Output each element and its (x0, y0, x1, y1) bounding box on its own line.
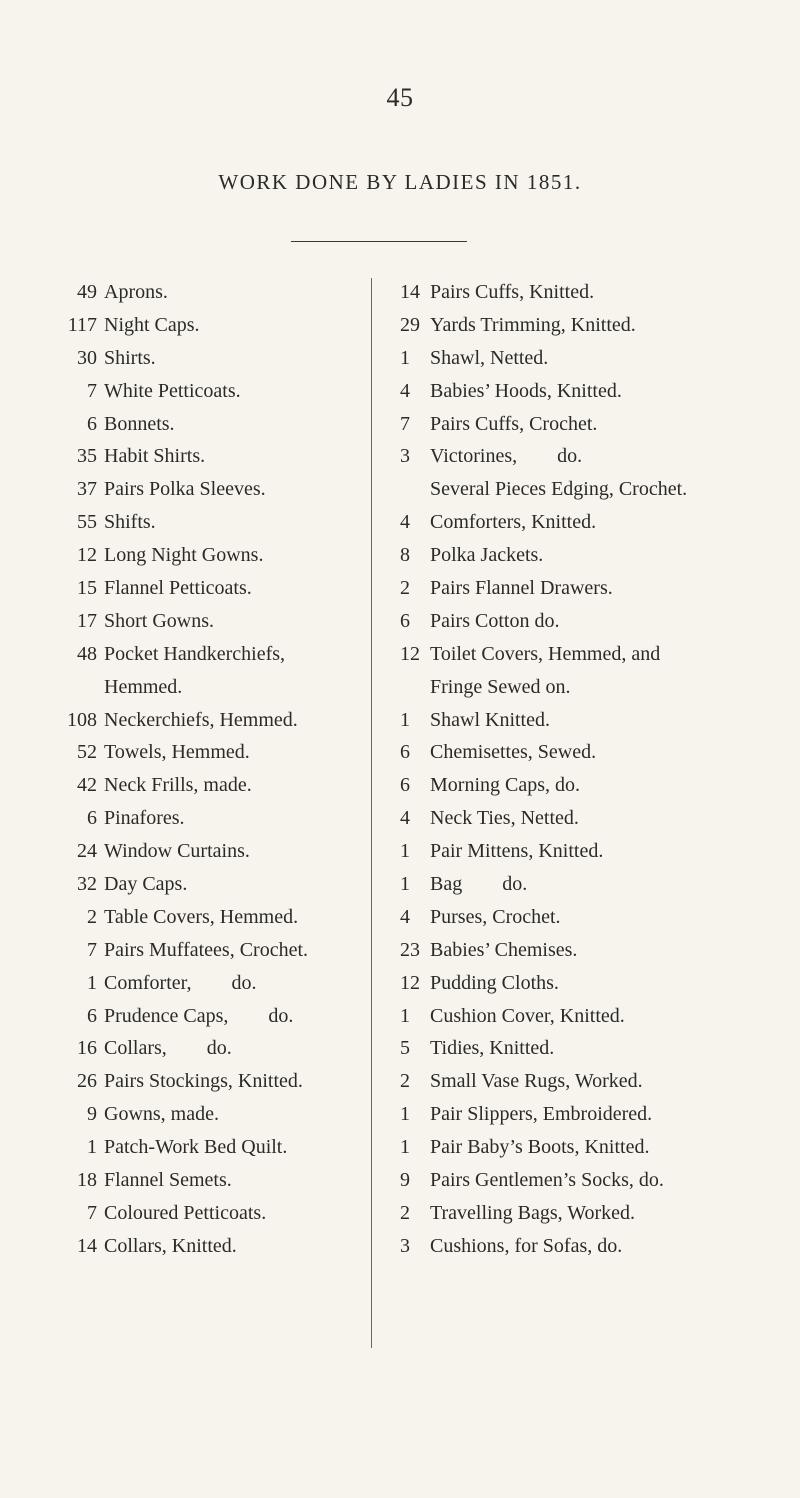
item-description: Pairs Gentlemen’s Socks, do. (430, 1169, 664, 1192)
item-description: Pinafores. (104, 807, 185, 830)
item-description: Purses, Crochet. (430, 905, 561, 928)
item-quantity: 23 (400, 938, 420, 961)
left-column-list (60, 276, 365, 1263)
item-description: Long Night Gowns. (104, 544, 264, 567)
ditto-mark: do. (231, 971, 257, 994)
item-quantity: 1 (400, 1004, 410, 1027)
left-column-item (60, 1164, 365, 1197)
item-description: Flannel Petticoats. (104, 577, 252, 600)
right-column-item (400, 967, 798, 1000)
item-description: Habit Shirts. (104, 445, 206, 468)
item-quantity: 6 (400, 774, 410, 797)
item-quantity: 8 (400, 544, 410, 567)
right-column-item (400, 1131, 798, 1164)
item-description: Morning Caps, do. (430, 774, 580, 797)
item-description: Small Vase Rugs, Worked. (430, 1070, 643, 1093)
left-column-item (60, 375, 365, 408)
right-column-item (400, 539, 798, 572)
item-description: Pairs Polka Sleeves. (104, 478, 266, 501)
item-description: Patch-Work Bed Quilt. (104, 1136, 288, 1159)
item-quantity: 32 (77, 873, 97, 896)
item-description: Babies’ Chemises. (430, 938, 578, 961)
item-quantity: 9 (400, 1169, 410, 1192)
page-title: WORK DONE BY LADIES IN 1851. (218, 170, 582, 195)
right-column-item (400, 769, 798, 802)
right-column-item (400, 506, 798, 539)
item-description: Shawl, Netted. (430, 346, 549, 369)
left-column-item (60, 802, 365, 835)
right-column-item (400, 408, 798, 441)
item-description: Pairs Muffatees, Crochet. (104, 938, 309, 961)
item-quantity: 15 (77, 577, 97, 600)
item-quantity: 2 (400, 1070, 410, 1093)
left-column-item (60, 539, 365, 572)
item-quantity: 3 (400, 1234, 410, 1257)
left-column-item (60, 967, 365, 1000)
left-column-item (60, 440, 365, 473)
left-column-item (60, 309, 365, 342)
right-column-item (400, 572, 798, 605)
right-column-item (400, 375, 798, 408)
item-description: Window Curtains. (104, 840, 250, 863)
right-column-item (400, 1032, 798, 1065)
item-description: Prudence Caps, (104, 1004, 229, 1027)
right-column-item (400, 835, 798, 868)
left-column-item (60, 342, 365, 375)
item-description: Victorines, (430, 445, 518, 468)
item-description: Polka Jackets. (430, 544, 544, 567)
left-column-item (60, 1131, 365, 1164)
item-description: Toilet Covers, Hemmed, and (430, 642, 661, 665)
item-quantity: 42 (77, 774, 97, 797)
left-column-item (60, 1065, 365, 1098)
item-quantity: 5 (400, 1037, 410, 1060)
item-description: Neck Frills, made. (104, 774, 252, 797)
item-description: Travelling Bags, Worked. (430, 1201, 636, 1224)
item-description: Several Pieces Edging, Crochet. (430, 478, 688, 501)
item-description: Pair Mittens, Knitted. (430, 840, 604, 863)
item-description: Tidies, Knitted. (430, 1037, 555, 1060)
right-column-item (400, 1197, 798, 1230)
item-quantity: 52 (77, 741, 97, 764)
item-quantity: 14 (77, 1234, 97, 1257)
item-quantity: 6 (87, 412, 97, 435)
item-description: Chemisettes, Sewed. (430, 741, 597, 764)
item-description: Table Covers, Hemmed. (104, 905, 299, 928)
item-description: Aprons. (104, 281, 168, 303)
item-description: Neck Ties, Netted. (430, 807, 579, 830)
item-description: Hemmed. (104, 675, 183, 698)
item-description: Short Gowns. (104, 609, 215, 632)
item-description: Gowns, made. (104, 1103, 219, 1126)
item-description: Shifts. (104, 511, 156, 534)
item-quantity: 14 (400, 281, 420, 303)
item-quantity: 1 (87, 971, 97, 994)
item-description: Towels, Hemmed. (104, 741, 250, 764)
left-column-item (60, 1197, 365, 1230)
right-column-item (400, 671, 798, 704)
item-description: Cushions, for Sofas, do. (430, 1234, 623, 1257)
item-quantity: 26 (77, 1070, 97, 1093)
left-column-item (60, 1098, 365, 1131)
item-quantity: 12 (77, 544, 97, 567)
column-divider (371, 278, 372, 1348)
item-description: Cushion Cover, Knitted. (430, 1004, 625, 1027)
item-quantity: 2 (87, 905, 97, 928)
left-column-item (60, 1230, 365, 1263)
right-column-item (400, 1164, 798, 1197)
item-quantity: 55 (77, 511, 97, 534)
right-column-item (400, 276, 798, 309)
right-column-item (400, 934, 798, 967)
ditto-mark: do. (557, 445, 583, 468)
right-column-item (400, 802, 798, 835)
right-column-item (400, 605, 798, 638)
item-description: Shawl Knitted. (430, 708, 550, 731)
item-description: Day Caps. (104, 873, 188, 896)
item-quantity: 1 (400, 708, 410, 731)
item-description: Pairs Cuffs, Crochet. (430, 412, 598, 435)
item-description: Fringe Sewed on. (430, 675, 571, 698)
right-column-item (400, 704, 798, 737)
item-description: Bonnets. (104, 412, 175, 435)
ditto-mark: do. (206, 1037, 232, 1060)
left-column-item (60, 934, 365, 967)
item-description: Flannel Semets. (104, 1169, 232, 1192)
item-quantity: 9 (87, 1103, 97, 1126)
item-quantity: 24 (77, 840, 97, 863)
item-quantity: 18 (77, 1169, 97, 1192)
item-quantity: 1 (400, 1103, 410, 1126)
left-column-item (60, 868, 365, 901)
right-column-item (400, 1230, 798, 1263)
left-column-item (60, 769, 365, 802)
left-column-item (60, 408, 365, 441)
item-quantity: 35 (77, 445, 97, 468)
item-quantity: 48 (77, 642, 97, 665)
item-description: Yards Trimming, Knitted. (430, 313, 636, 336)
left-column-item (60, 736, 365, 769)
item-quantity: 1 (400, 840, 410, 863)
right-column-item (400, 868, 798, 901)
item-quantity: 1 (87, 1136, 97, 1159)
right-column-item (400, 1098, 798, 1131)
ditto-mark: do. (268, 1004, 294, 1027)
left-column-item (60, 638, 365, 671)
item-quantity: 4 (400, 511, 410, 534)
item-quantity: 4 (400, 807, 410, 830)
item-quantity: 29 (400, 313, 420, 336)
right-column-item (400, 440, 798, 473)
item-quantity: 7 (87, 938, 97, 961)
item-description: Night Caps. (104, 313, 200, 336)
item-quantity: 16 (77, 1037, 97, 1060)
item-quantity: 1 (400, 873, 410, 896)
right-column-item (400, 309, 798, 342)
left-column-item (60, 506, 365, 539)
item-quantity: 30 (77, 346, 97, 369)
left-column-item (60, 901, 365, 934)
item-quantity: 12 (400, 642, 420, 665)
item-quantity: 6 (400, 741, 410, 764)
item-description: Shirts. (104, 346, 156, 369)
item-description: Pair Baby’s Boots, Knitted. (430, 1136, 650, 1159)
item-quantity: 6 (87, 1004, 97, 1027)
item-description: Pairs Cotton do. (430, 609, 560, 632)
item-description: Pairs Cuffs, Knitted. (430, 281, 595, 303)
item-description: Bag (430, 873, 463, 896)
right-column-item (400, 638, 798, 671)
item-quantity: 17 (77, 609, 97, 632)
left-column-item (60, 605, 365, 638)
left-column-item (60, 473, 365, 506)
item-description: Babies’ Hoods, Knitted. (430, 379, 622, 402)
item-quantity: 6 (400, 609, 410, 632)
left-column-item (60, 704, 365, 737)
item-quantity: 4 (400, 905, 410, 928)
item-description: Pairs Stockings, Knitted. (104, 1070, 303, 1093)
left-column-item (60, 572, 365, 605)
item-description: Pairs Flannel Drawers. (430, 577, 613, 600)
item-quantity: 7 (87, 379, 97, 402)
left-column-item (60, 1032, 365, 1065)
item-description: Neckerchiefs, Hemmed. (104, 708, 298, 731)
item-quantity: 2 (400, 1201, 410, 1224)
page-number: 45 (386, 83, 414, 112)
item-description: Pudding Cloths. (430, 971, 559, 994)
item-description: Pair Slippers, Embroidered. (430, 1103, 653, 1126)
left-column-item (60, 835, 365, 868)
item-description: White Petticoats. (104, 379, 241, 402)
right-column-item (400, 1000, 798, 1033)
item-quantity: 49 (77, 281, 97, 303)
item-quantity: 37 (77, 478, 97, 501)
item-quantity: 7 (87, 1201, 97, 1224)
item-quantity: 117 (67, 313, 97, 336)
item-description: Comforter, (104, 971, 192, 994)
item-quantity: 1 (400, 346, 410, 369)
left-column-item (60, 671, 365, 704)
item-quantity: 2 (400, 577, 410, 600)
item-description: Comforters, Knitted. (430, 511, 597, 534)
left-column-item (60, 1000, 365, 1033)
item-description: Collars, Knitted. (104, 1234, 237, 1257)
left-column-item (60, 276, 365, 309)
item-description: Pocket Handkerchiefs, (104, 642, 286, 665)
item-quantity: 108 (67, 708, 97, 731)
item-description: Coloured Petticoats. (104, 1201, 267, 1224)
item-quantity: 7 (400, 412, 410, 435)
item-quantity: 4 (400, 379, 410, 402)
right-column-item (400, 473, 798, 506)
item-quantity: 1 (400, 1136, 410, 1159)
right-column-item (400, 342, 798, 375)
title-rule (291, 241, 467, 242)
ditto-mark: do. (502, 873, 528, 896)
right-column-item (400, 901, 798, 934)
item-quantity: 12 (400, 971, 420, 994)
item-description: Collars, (104, 1037, 167, 1060)
item-quantity: 6 (87, 807, 97, 830)
item-quantity: 3 (400, 445, 410, 468)
right-column-list (400, 276, 798, 1263)
right-column-item (400, 1065, 798, 1098)
right-column-item (400, 736, 798, 769)
